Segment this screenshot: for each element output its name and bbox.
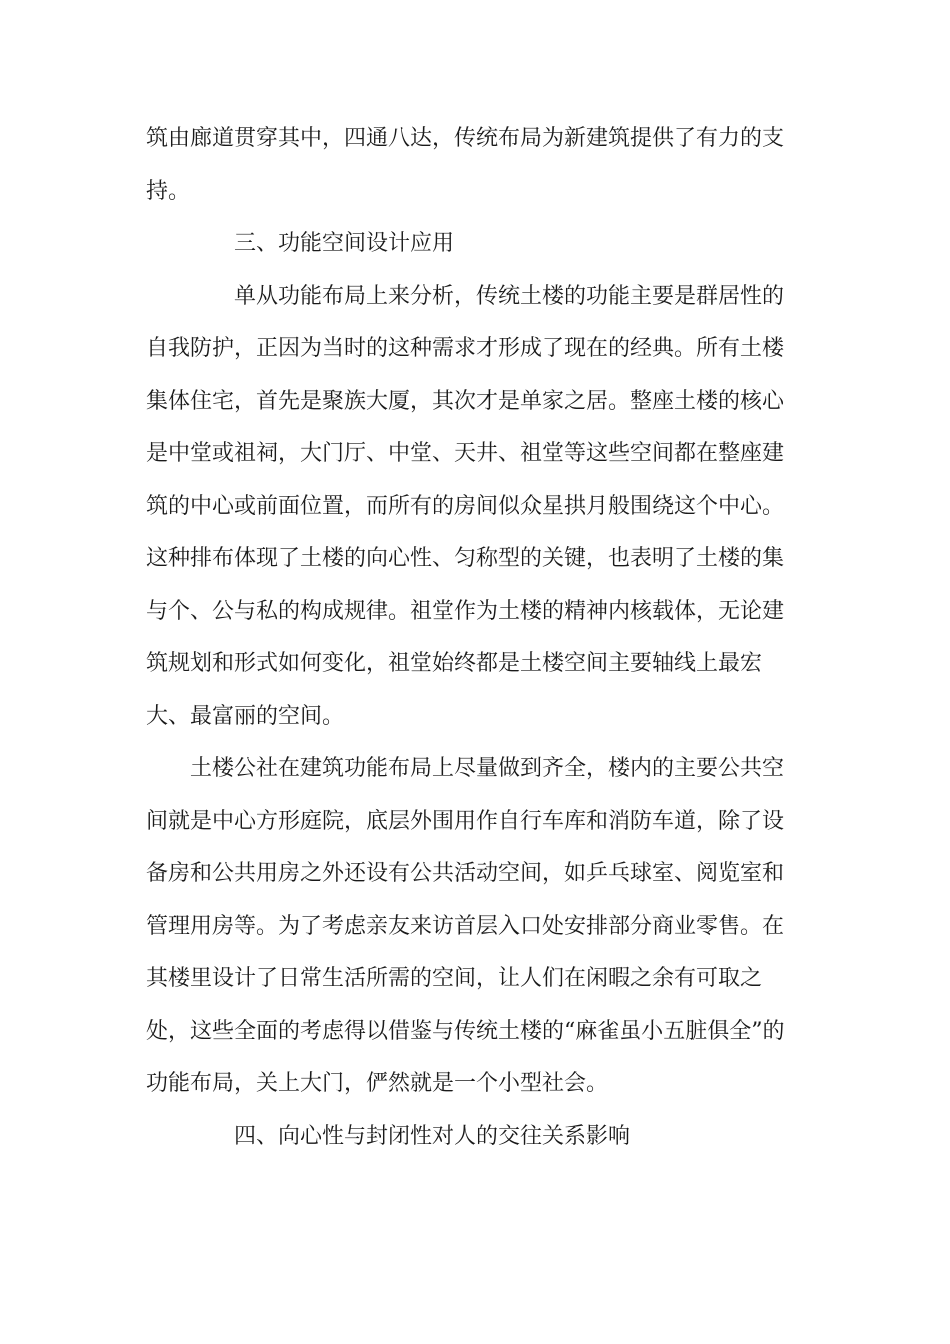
document-body bbox=[146, 113, 806, 1163]
section-heading: 三、功能空间设计应用 bbox=[234, 231, 455, 256]
paragraph-line: 筑由廊道贯穿其中，四通八达，传统布局为新建筑提供了有力的支 bbox=[146, 126, 785, 151]
paragraph-line: 这种排布体现了土楼的向心性、匀称型的关键，也表明了土楼的集 bbox=[146, 546, 785, 571]
paragraph-line: 筑的中心或前面位置，而所有的房间似众星拱月般围绕这个中心。 bbox=[146, 493, 785, 519]
paragraph-line: 大、最富丽的空间。 bbox=[146, 703, 345, 729]
paragraph-line: 土楼公社在建筑功能布局上尽量做到齐全，楼内的主要公共空 bbox=[190, 756, 785, 781]
paragraph-line: 处，这些全面的考虑得以借鉴与传统土楼的“麻雀虽小五脏俱全”的 bbox=[146, 1018, 785, 1044]
paragraph-line: 筑规划和形式如何变化，祖堂始终都是土楼空间主要轴线上最宏 bbox=[146, 651, 763, 676]
section-heading: 四、向心性与封闭性对人的交往关系影响 bbox=[234, 1123, 631, 1149]
paragraph-line: 集体住宅，首先是聚族大厦，其次才是单家之居。整座土楼的核心 bbox=[146, 388, 785, 414]
paragraph-line: 功能布局，关上大门，俨然就是一个小型社会。 bbox=[146, 1071, 609, 1096]
paragraph-line: 单从功能布局上来分析，传统土楼的功能主要是群居性的 bbox=[234, 283, 785, 309]
paragraph-line: 与个、公与私的构成规律。祖堂作为土楼的精神内核载体，无论建 bbox=[146, 598, 785, 624]
paragraph-line: 间就是中心方形庭院，底层外围用作自行车库和消防车道，除了设 bbox=[146, 808, 785, 834]
paragraph-line: 持。 bbox=[146, 178, 191, 204]
paragraph-line: 管理用房等。为了考虑亲友来访首层入口处安排部分商业零售。在 bbox=[146, 913, 785, 939]
paragraph-line: 自我防护，正因为当时的这种需求才形成了现在的经典。所有土楼 bbox=[146, 336, 785, 361]
paragraph-line: 是中堂或祖祠，大门厅、中堂、天井、祖堂等这些空间都在整座建 bbox=[146, 441, 785, 466]
paragraph-line: 备房和公共用房之外还设有公共活动空间，如乒乓球室、阅览室和 bbox=[146, 861, 785, 886]
paragraph-line: 其楼里设计了日常生活所需的空间，让人们在闲暇之余有可取之 bbox=[146, 966, 763, 991]
